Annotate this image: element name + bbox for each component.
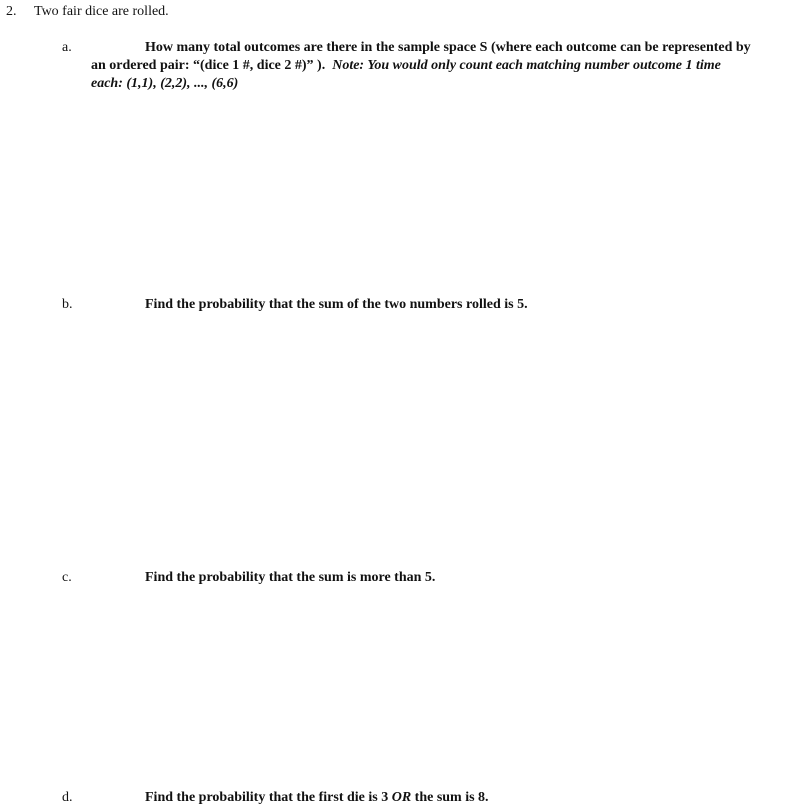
part-a-note: Note: You would only count each matching number outcome 1 time [332, 58, 721, 73]
part-d-text-after: the sum is 8. [414, 790, 489, 805]
part-a-label: a. [62, 40, 72, 55]
part-c-label: c. [62, 570, 72, 585]
part-d-text [145, 789, 489, 807]
part-a-line2-plain: an ordered pair: “(dice 1 #, dice 2 #)” ). [91, 58, 326, 73]
part-d-or: OR [391, 790, 412, 805]
part-a-note-examples: each: (1,1), (2,2), ..., (6,6) [91, 76, 239, 91]
part-d-text-before: Find the probability that the first die is 3 [145, 790, 389, 805]
part-b-text: Find the probability that the sum of the two numbers rolled is 5. [145, 297, 528, 312]
part-a-line1: How many total outcomes are there in the sample space S (where each outcome can be represented by [145, 40, 751, 55]
question-prompt: Two fair dice are rolled. [34, 4, 169, 19]
part-a-line2 [91, 57, 721, 75]
part-d-label: d. [62, 790, 73, 805]
question-number: 2. [6, 4, 17, 19]
part-b-label: b. [62, 297, 73, 312]
part-c-text: Find the probability that the sum is more than 5. [145, 570, 436, 585]
